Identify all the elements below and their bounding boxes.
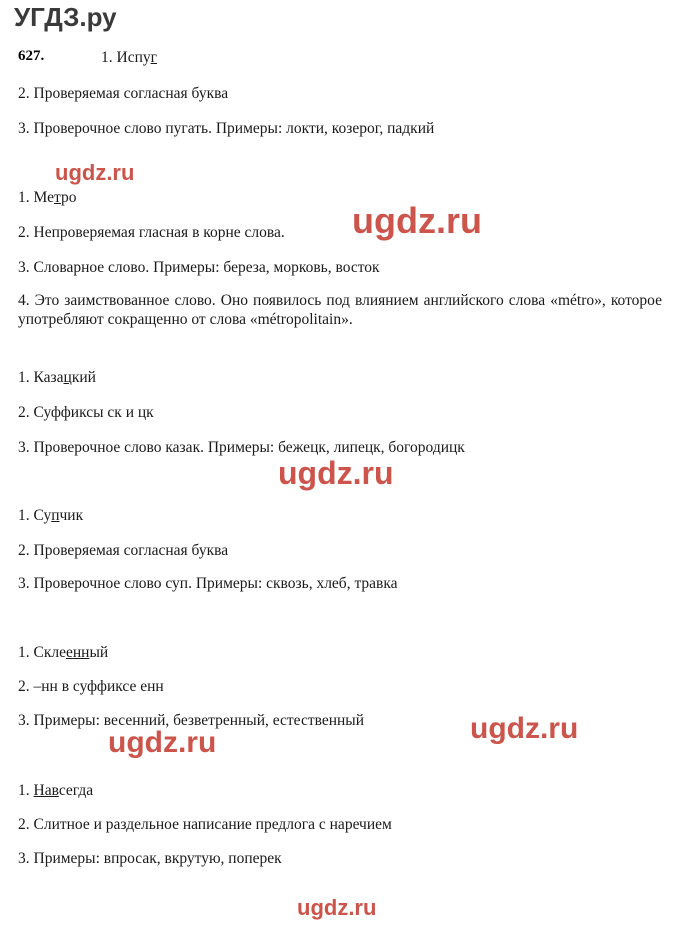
line-text-pre: 3. Проверочное слово пугать. Примеры: локти, козерог, падкий [18, 120, 435, 137]
line-text-pre: 3. Примеры: весенний, безветренный, естественный [18, 712, 365, 729]
line-text-pre: 1. Ме [18, 189, 54, 206]
answer-line [18, 188, 76, 207]
answer-line [18, 223, 285, 242]
answer-line [18, 574, 398, 593]
line-text-post: кий [71, 369, 96, 386]
line-text-underline: енн [65, 644, 90, 661]
answer-line [18, 84, 228, 103]
line-text-pre: 3. Проверочное слово казак. Примеры: бежецк, липецк, богородицк [18, 439, 465, 456]
line-text-pre: 2. Слитное и раздельное написание предлога с наречием [18, 816, 392, 833]
answer-line [18, 258, 380, 277]
line-text-pre: 1. Каза [18, 369, 64, 386]
line-text-pre: 3. Примеры: впросак, вкрутую, поперек [18, 850, 282, 867]
line-text-post: сегда [58, 782, 94, 799]
watermark: ugdz.ru [297, 895, 377, 920]
line-text-underline: Нав [33, 782, 59, 799]
watermark: ugdz.ru [278, 455, 394, 491]
line-text-post: ый [89, 644, 109, 661]
line-text-underline: ц [63, 369, 72, 386]
line-text-pre: 2. Проверяемая согласная буква [18, 542, 229, 559]
line-text-underline: г [150, 49, 157, 66]
watermark: ugdz.ru [352, 200, 482, 241]
answer-line [18, 506, 83, 525]
answer-line [101, 48, 157, 67]
line-text-pre: 2. Проверяемая согласная буква [18, 85, 229, 102]
exercise-number: 627. [18, 48, 45, 64]
answer-line [18, 368, 96, 387]
watermark: ugdz.ru [470, 712, 579, 745]
watermark: ugdz.ru [55, 160, 135, 185]
answer-line [18, 677, 164, 696]
answer-line [18, 849, 282, 868]
answer-line [18, 291, 662, 329]
line-text-underline: п [51, 507, 60, 524]
answer-line [18, 119, 434, 138]
answer-line [18, 541, 228, 560]
line-text-pre: 3. Словарное слово. Примеры: береза, морковь, восток [18, 259, 380, 276]
line-text-pre: 2. –нн в суффиксе енн [18, 678, 164, 695]
line-text-pre: 1. Су [18, 507, 52, 524]
site-logo: УГДЗ.ру [14, 2, 117, 32]
answer-line [18, 403, 154, 422]
line-text-pre: 1. Скле [18, 644, 66, 661]
line-text-pre: 4. Это заимствованное слово. Оно появилось под влиянием английского слова «métro», которое употребляют сокращенно от слова «métropolitain». [18, 292, 662, 328]
line-text-pre: 3. Проверочное слово суп. Примеры: сквозь, хлеб, травка [18, 575, 398, 592]
line-text-pre: 1. [18, 782, 34, 799]
watermark: ugdz.ru [108, 726, 217, 759]
line-text-pre: 2. Непроверяемая гласная в корне слова. [18, 224, 285, 241]
answer-line [18, 643, 108, 662]
line-text-post: чик [59, 507, 84, 524]
answer-line [18, 711, 364, 730]
answer-line [18, 438, 465, 457]
line-text-post: ро [60, 189, 77, 206]
line-text-pre: 2. Суффиксы ск и цк [18, 404, 154, 421]
answer-line [18, 781, 93, 800]
answer-line [18, 815, 392, 834]
line-text-underline: т [53, 189, 61, 206]
line-text-pre: 1. Испу [101, 49, 151, 66]
